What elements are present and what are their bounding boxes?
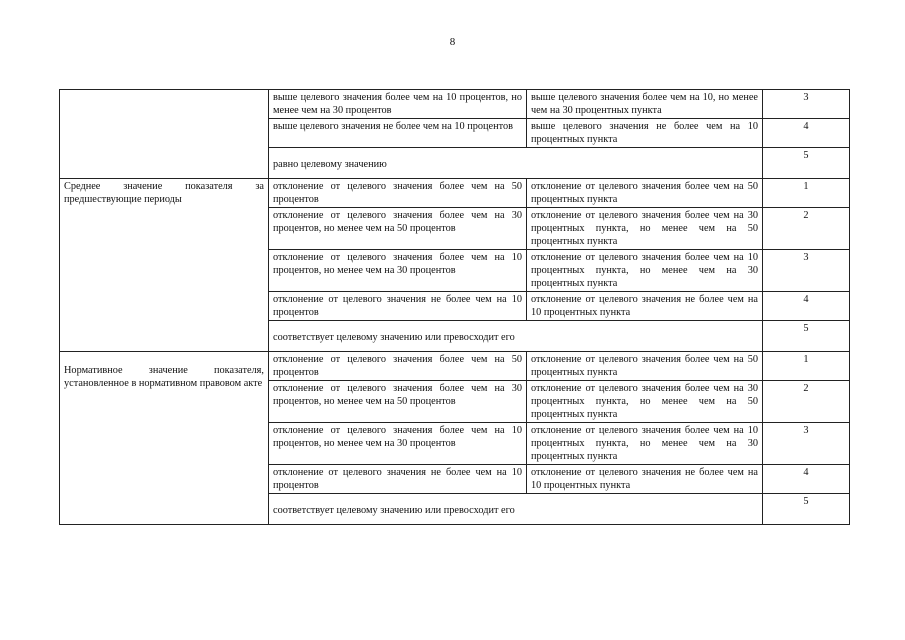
table-row xyxy=(60,90,850,119)
score-cell: 5 xyxy=(763,321,850,352)
score-cell: 5 xyxy=(763,494,850,525)
score-cell: 4 xyxy=(763,292,850,321)
criterion-points-cell: отклонение от целевого значения более чем на 50 процентных пункта xyxy=(527,352,763,381)
criterion-percent-cell: отклонение от целевого значения не более чем на 10 процентов xyxy=(269,292,527,321)
criterion-percent-cell: отклонение от целевого значения более чем на 10 процентов, но менее чем на 30 процентов xyxy=(269,423,527,465)
criterion-percent-cell: выше целевого значения более чем на 10 процентов, но менее чем на 30 процентов xyxy=(269,90,527,119)
table-row xyxy=(60,352,850,381)
assessment-table xyxy=(59,89,850,525)
criterion-merged-cell: равно целевому значению xyxy=(269,148,763,179)
page-number: 8 xyxy=(449,36,456,48)
criterion-points-cell: выше целевого значения не более чем на 10 процентных пункта xyxy=(527,119,763,148)
criterion-points-cell: отклонение от целевого значения более чем на 30 процентных пункта, но менее чем на 50 процентных пункта xyxy=(527,208,763,250)
criterion-percent-cell: отклонение от целевого значения более чем на 30 процентов, но менее чем на 50 процентов xyxy=(269,208,527,250)
criterion-points-cell: выше целевого значения более чем на 10, но менее чем на 30 процентных пункта xyxy=(527,90,763,119)
criterion-points-cell: отклонение от целевого значения не более чем на 10 процентных пункта xyxy=(527,465,763,494)
criterion-percent-cell: отклонение от целевого значения более чем на 50 процентов xyxy=(269,179,527,208)
criterion-points-cell: отклонение от целевого значения более чем на 10 процентных пункта, но менее чем на 30 процентных пункта xyxy=(527,250,763,292)
score-cell: 1 xyxy=(763,352,850,381)
criterion-percent-cell: выше целевого значения не более чем на 10 процентов xyxy=(269,119,527,148)
criterion-percent-cell: отклонение от целевого значения более чем на 10 процентов, но менее чем на 30 процентов xyxy=(269,250,527,292)
criterion-points-cell: отклонение от целевого значения более чем на 50 процентных пункта xyxy=(527,179,763,208)
criterion-merged-cell: соответствует целевому значению или превосходит его xyxy=(269,494,763,525)
criterion-percent-cell: отклонение от целевого значения более чем на 30 процентов, но менее чем на 50 процентов xyxy=(269,381,527,423)
table-row xyxy=(60,179,850,208)
indicator-cell: Среднее значение показателя за предшествующие периоды xyxy=(60,179,269,352)
score-cell: 4 xyxy=(763,119,850,148)
indicator-cell xyxy=(60,90,269,179)
criterion-percent-cell: отклонение от целевого значения не более чем на 10 процентов xyxy=(269,465,527,494)
score-cell: 2 xyxy=(763,381,850,423)
score-cell: 1 xyxy=(763,179,850,208)
score-cell: 3 xyxy=(763,90,850,119)
criterion-merged-cell: соответствует целевому значению или превосходит его xyxy=(269,321,763,352)
score-cell: 5 xyxy=(763,148,850,179)
criterion-points-cell: отклонение от целевого значения более чем на 10 процентных пункта, но менее чем на 30 процентных пункта xyxy=(527,423,763,465)
score-cell: 3 xyxy=(763,423,850,465)
score-cell: 3 xyxy=(763,250,850,292)
score-cell: 4 xyxy=(763,465,850,494)
criterion-percent-cell: отклонение от целевого значения более чем на 50 процентов xyxy=(269,352,527,381)
criterion-points-cell: отклонение от целевого значения не более чем на 10 процентных пункта xyxy=(527,292,763,321)
criterion-points-cell: отклонение от целевого значения более чем на 30 процентных пункта, но менее чем на 50 процентных пункта xyxy=(527,381,763,423)
indicator-cell: Нормативное значение показателя, установленное в нормативном правовом акте xyxy=(60,352,269,525)
score-cell: 2 xyxy=(763,208,850,250)
